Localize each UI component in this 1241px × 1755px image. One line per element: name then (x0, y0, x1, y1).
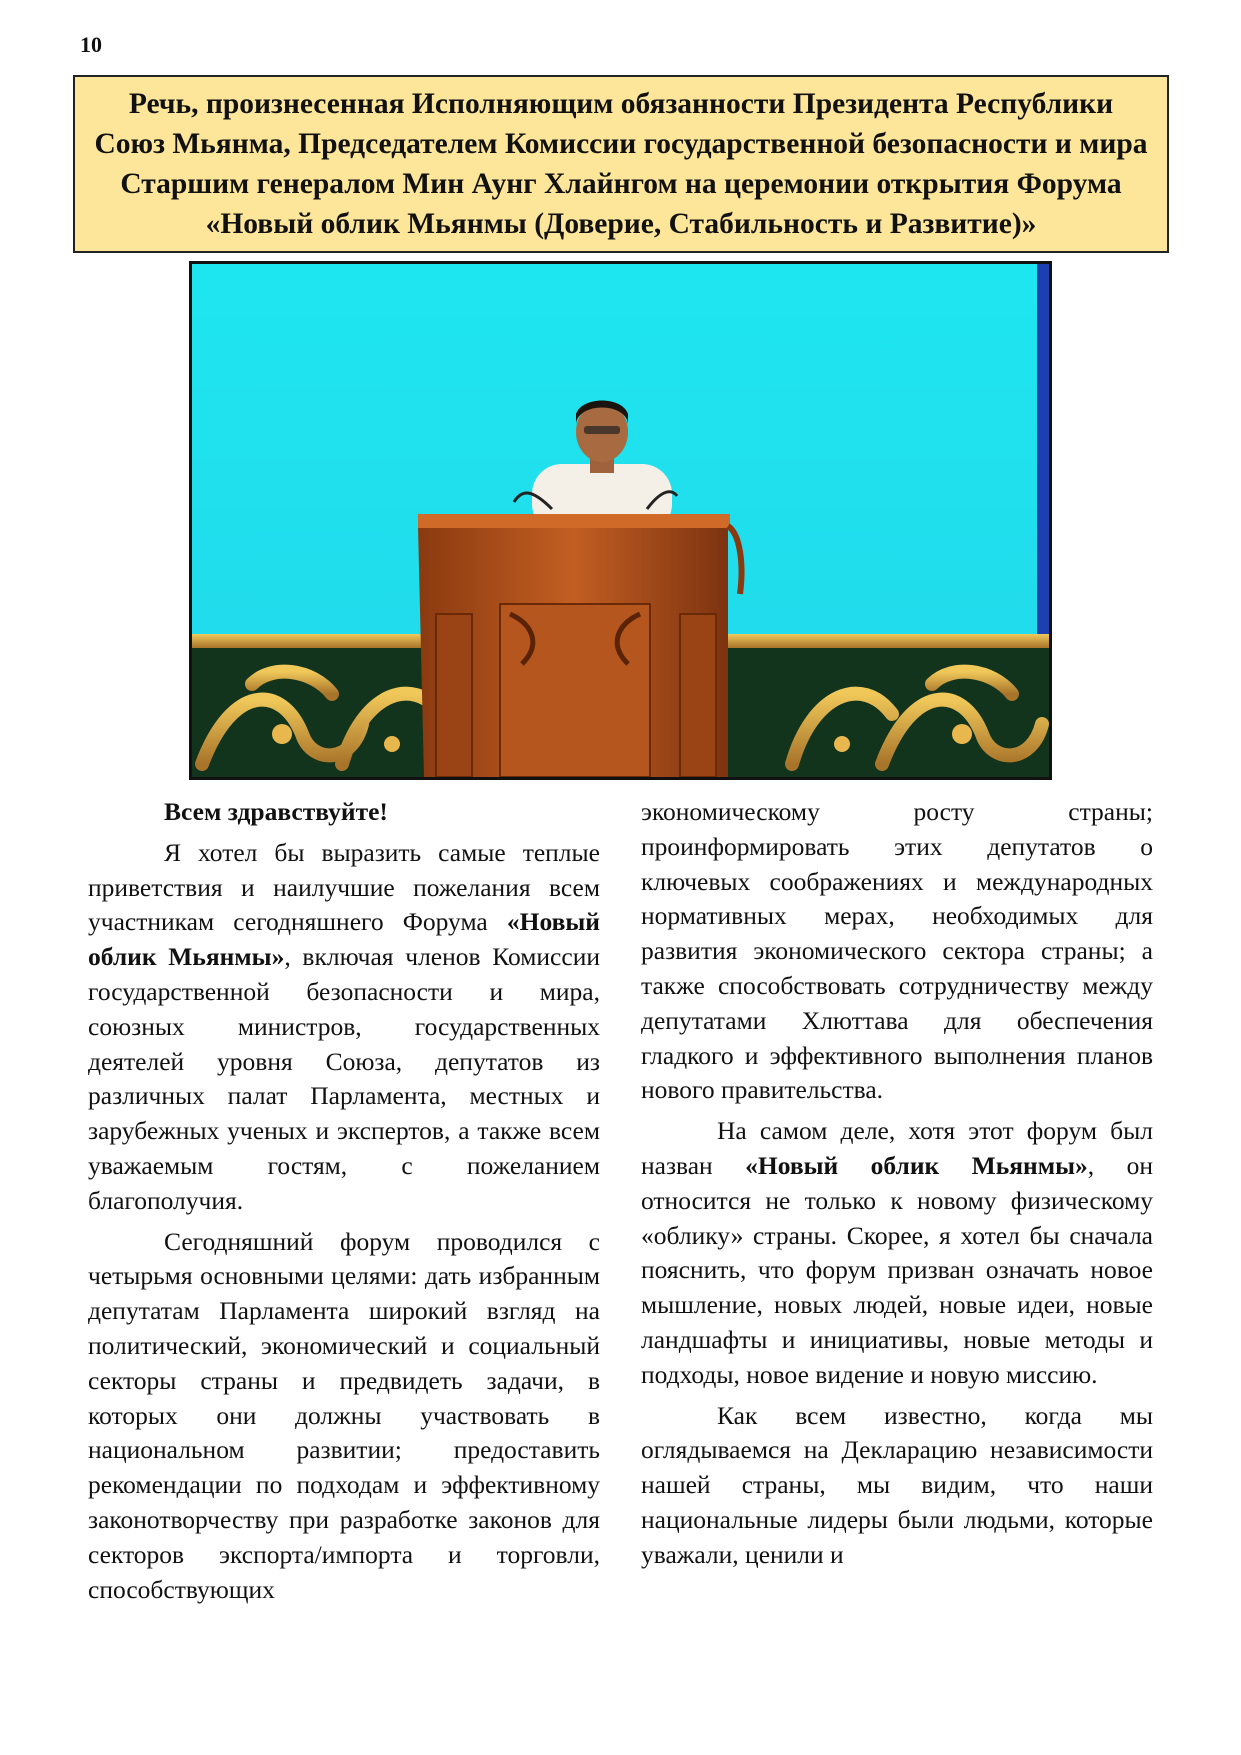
greeting: Всем здравствуйте! (164, 797, 388, 826)
page-title: Речь, произнесенная Исполняющим обязанности Президента Республики Союз Мьянма, Председателем Комиссии государственной безопасности и мира Старшим генералом Мин Аунг Хлайнгом на церемонии открытия Форума «Новый облик Мьянмы (Доверие, Стабильность и Развитие)» (94, 88, 1148, 240)
paragraph: Сегодняшний форум проводился с четырьмя основными целями: дать избранным депутатам Парламента широкий взгляд на политический, экономический и социальный секторы страны и предвидеть задачи, в которых они должны участвовать в национальном развитии; предоставить рекомендации по подходам и эффективному законотворчеству при разработке законов для секторов экспорта/импорта и торговли, способствующих (88, 1226, 600, 1604)
paragraph-text: Я хотел бы выразить самые теплые приветствия и наилучшие пожелания всем участникам сегодняшнего Форума (88, 837, 600, 937)
forum-name-bold: «Новый облик Мьянмы» (88, 907, 600, 972)
paragraph (641, 1114, 1153, 1392)
left-column (88, 795, 600, 1607)
paragraph-text: , включая членов Комиссии государственной безопасности и мира, союзных министров, государственных деятелей уровня Союза, депутатов из различных палат Парламента, местных и зарубежных ученых и экспертов, а также всем уважаемым гостям, с пожеланием благополучия. (88, 942, 600, 1215)
paragraph-text: , он относится не только к новому физическому «облику» страны. Скорее, я хотел бы сначала пояснить, что форум призван означать новое мышление, новых людей, новые идеи, новые ландшафты и инициативы, новые методы и подходы, новое видение и новую миссию. (641, 1150, 1153, 1389)
paragraph (88, 836, 600, 1219)
paragraph: экономическому росту страны; проинформировать этих депутатов о ключевых соображениях и международных нормативных мерах, необходимых для развития экономического сектора страны; а также способствовать сотрудничеству между депутатами Хлюттава для обеспечения гладкого и эффективного выполнения планов нового правительства. (641, 797, 1153, 1105)
paragraph: Как всем известно, когда мы оглядываемся на Декларацию независимости нашей страны, мы видим, что наши национальные лидеры были людьми, которые уважали, ценили и (641, 1400, 1153, 1569)
speaker-at-podium-photo (189, 261, 1052, 780)
right-column (641, 795, 1153, 1573)
page-number: 10 (80, 32, 102, 57)
forum-name-bold: «Новый облик Мьянмы» (745, 1150, 1088, 1180)
title-box (73, 75, 1169, 253)
paragraph-text: На самом деле, хотя этот форум был назван (641, 1116, 1153, 1180)
